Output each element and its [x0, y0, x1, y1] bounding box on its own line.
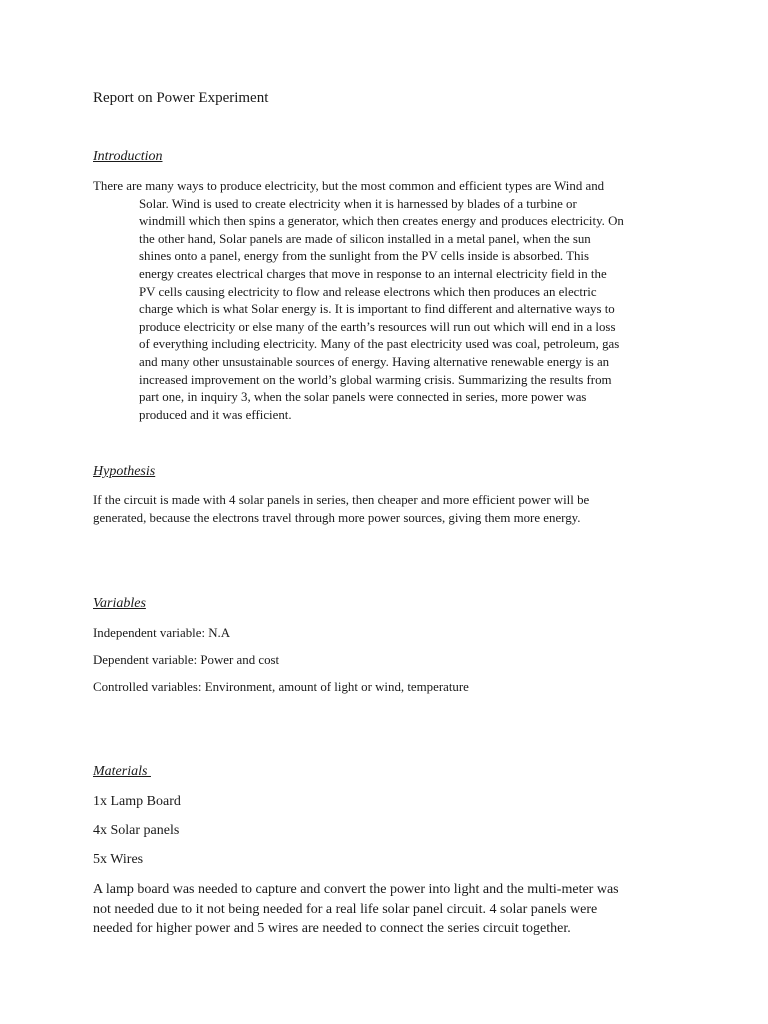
variables-heading: Variables: [93, 596, 146, 611]
paragraph-line: produced and it was efficient.: [139, 407, 292, 422]
paragraph-line: part one, in inquiry 3, when the solar panels were connected in series, more power was: [139, 390, 587, 405]
independent-variable: Independent variable: N.A: [93, 626, 231, 640]
paragraph-line: of everything including electricity. Many of the past electricity used was coal, petroleum, gas: [139, 337, 620, 352]
paragraph-line: and many other unsustainable sources of energy. Having alternative renewable energy is an: [139, 354, 610, 369]
materials-paragraph: [93, 880, 619, 939]
materials-heading: Materials: [93, 764, 151, 779]
hypothesis-heading: Hypothesis: [93, 464, 156, 479]
paragraph-line: A lamp board was needed to capture and convert the power into light and the multi-meter was: [93, 882, 619, 897]
paragraph-line: windmill which then spins a generator, which then creates energy and produces electricity. On: [139, 214, 624, 229]
controlled-variables: Controlled variables: Environment, amount of light or wind, temperature: [93, 680, 469, 694]
dependent-variable: Dependent variable: Power and cost: [93, 653, 280, 667]
paragraph-line: energy creates electrical charges that move in response to an internal electricity field in the: [139, 266, 607, 281]
material-item: 4x Solar panels: [93, 823, 180, 838]
paragraph-line: not needed due to it not being needed for a real life solar panel circuit. 4 solar panels were: [93, 901, 598, 917]
hypothesis-line: If the circuit is made with 4 solar panels in series, then cheaper and more efficient power will be: [93, 493, 590, 507]
paragraph-line: the other hand, Solar panels are made of silicon installed in a metal panel, when the sun: [139, 231, 591, 246]
paragraph-line: Solar. Wind is used to create electricity when it is harnessed by blades of a turbine or: [139, 196, 577, 211]
introduction-heading: Introduction: [93, 149, 163, 164]
paragraph-line: charge which is what Solar energy is. It is important to find different and alternative ways to: [139, 302, 615, 317]
material-item: 5x Wires: [93, 852, 144, 867]
paragraph-line: produce electricity or else many of the earth’s resources will run out which will end in a loss: [139, 319, 616, 334]
material-item: 1x Lamp Board: [93, 794, 181, 809]
paragraph-line: PV cells causing electricity to flow and release electrons which then produces an electric: [139, 284, 597, 299]
introduction-paragraph: [93, 178, 683, 424]
paragraph-line: shines onto a panel, energy from the sunlight from the PV cells inside is absorbed. This: [139, 249, 590, 264]
hypothesis-line: generated, because the electrons travel through more power sources, giving them more energy.: [93, 511, 581, 525]
paragraph-line: needed for higher power and 5 wires are needed to connect the series circuit together.: [93, 921, 571, 936]
paragraph-line: increased improvement on the world’s global warming crisis. Summarizing the results from: [139, 372, 612, 387]
document-title: Report on Power Experiment: [93, 90, 269, 106]
paragraph-line: There are many ways to produce electricity, but the most common and efficient types are Wind and: [93, 179, 605, 193]
